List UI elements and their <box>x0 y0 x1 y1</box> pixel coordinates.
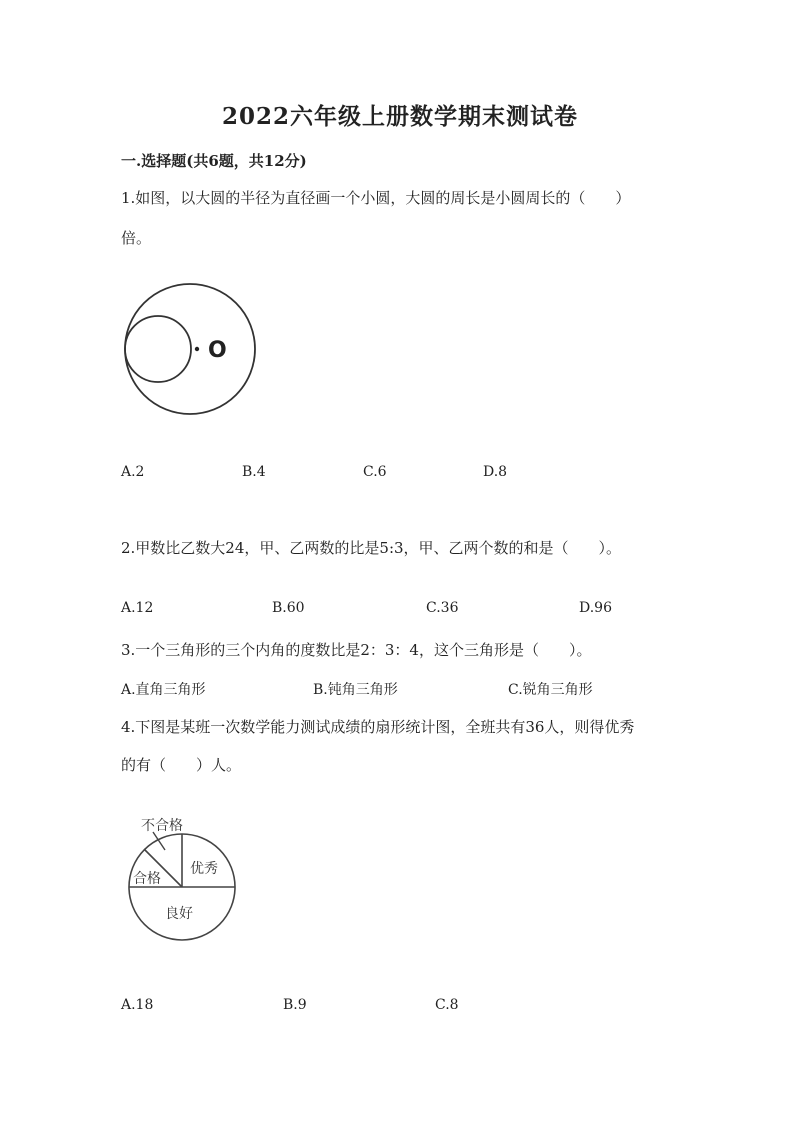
q1-option-a[interactable]: A.2 <box>121 464 145 480</box>
q4-option-b[interactable]: B.9 <box>283 997 307 1013</box>
q2-option-b[interactable]: B.60 <box>272 600 305 616</box>
q2-option-a[interactable]: A.12 <box>121 600 154 616</box>
question-1-text: 1.如图，以大圆的半径为直径画一个小圆，大圆的周长是小圆周长的（ ） <box>121 189 631 207</box>
q1-option-b[interactable]: B.4 <box>242 464 266 480</box>
question-3-text: 3.一个三角形的三个内角的度数比是2：3：4，这个三角形是（ ）。 <box>121 641 592 659</box>
center-point <box>195 347 199 351</box>
pie-chart-figure <box>125 808 245 948</box>
pie-label-excellent: 优秀 <box>190 861 218 877</box>
section-heading: 一.选择题(共6题，共12分) <box>121 152 307 170</box>
q4-option-a[interactable]: A.18 <box>121 997 154 1013</box>
q3-option-b[interactable]: B.钝角三角形 <box>313 682 398 698</box>
q1-option-d[interactable]: D.8 <box>483 464 508 480</box>
pie-label-pass: 合格 <box>133 871 161 887</box>
question-1-text-cont: 倍。 <box>121 229 152 247</box>
pie-label-fail: 不合格 <box>141 818 183 834</box>
q1-option-c[interactable]: C.6 <box>363 464 387 480</box>
question-2-text: 2.甲数比乙数大24，甲、乙两数的比是5:3，甲、乙两个数的和是（ ）。 <box>121 539 622 557</box>
circles-figure <box>118 283 268 423</box>
question-4-text-cont: 的有（ ）人。 <box>121 756 242 774</box>
q4-option-c[interactable]: C.8 <box>435 997 459 1013</box>
small-circle <box>125 316 191 382</box>
large-circle <box>125 284 255 414</box>
question-4-text: 4.下图是某班一次数学能力测试成绩的扇形统计图，全班共有36人，则得优秀 <box>121 718 635 736</box>
q3-option-c[interactable]: C.锐角三角形 <box>508 682 593 698</box>
pie-label-good: 良好 <box>165 906 193 922</box>
center-label: O <box>208 338 227 363</box>
q2-option-d[interactable]: D.96 <box>579 600 612 616</box>
q2-option-c[interactable]: C.36 <box>426 600 459 616</box>
page-title: 2022六年级上册数学期末测试卷 <box>221 103 578 130</box>
q3-option-a[interactable]: A.直角三角形 <box>121 682 206 698</box>
